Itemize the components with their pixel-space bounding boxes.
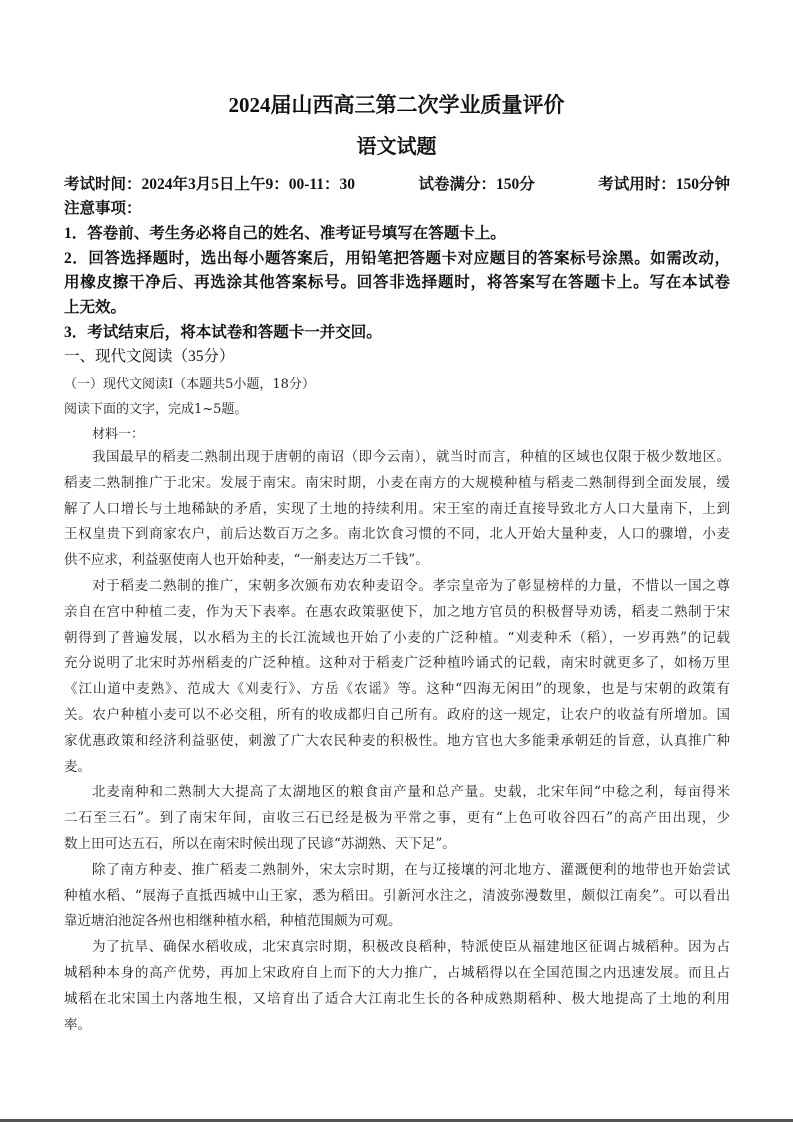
paragraph-line: 除了南方种麦、推广稻麦二熟制外，宋太宗时期，在与辽接壤的河北地方、灌溉便利的地带也开始尝试 bbox=[92, 861, 730, 878]
exam-duration: 考试用时：150分钟 bbox=[598, 176, 730, 193]
subsection-title: （一）现代文阅读Ⅰ（本题共5小题，18分） bbox=[64, 377, 315, 392]
paragraph-line: 麦。 bbox=[64, 758, 91, 775]
paragraph bbox=[64, 445, 730, 574]
note-item bbox=[64, 246, 730, 320]
paragraph-line: 城稻在北宋国土内落地生根，又培育出了适合大江南北生长的各种成熟期稻种、极大地提高了土地的利用 bbox=[64, 990, 730, 1007]
document-title: 2024届山西高三第二次学业质量评价 bbox=[228, 93, 565, 117]
paragraph-line: 二石至三石”。到了南宋年间，亩收三石已经是极为平常之事，更有“上色可收谷四石”的高产田出现，少 bbox=[64, 810, 730, 827]
paragraph bbox=[64, 935, 730, 1038]
note-item-line: 1．答卷前、考生务必将自己的姓名、准考证号填写在答题卡上。 bbox=[64, 225, 506, 242]
paragraph-line: 稻麦二熟制推广于北宋。发展于南宋。南宋时期，小麦在南方的大规模种植与稻麦二熟制得到全面发展，缓 bbox=[64, 474, 730, 491]
passage-body bbox=[64, 445, 730, 1038]
paragraph-line: 城稻种本身的高产优势，再加上宋政府自上而下的大力推广，占城稻得以在全国范围之内迅速发展。而且占 bbox=[64, 964, 730, 981]
paragraph-line: 率。 bbox=[64, 1016, 91, 1033]
exam-time: 考试时间：2024年3月5日上午9：00-11：30 bbox=[64, 176, 356, 193]
document-subtitle: 语文试题 bbox=[356, 136, 437, 158]
paragraph-line: 数上田可达五石，所以在南宋时候出现了民谚“苏湖熟、天下足”。 bbox=[64, 835, 456, 852]
paragraph-line: 解了人口增长与土地稀缺的矛盾，实现了土地的持续利用。宋王室的南迁直接导致北方人口大量南下，上到 bbox=[64, 500, 730, 517]
note-item-line: 3．考试结束后，将本试卷和答题卡一并交回。 bbox=[64, 323, 382, 341]
paragraph-line: 北麦南种和二熟制大大提高了太湖地区的粮食亩产量和总产量。史载，北宋年间“中稔之利，每亩得米 bbox=[92, 784, 730, 801]
paragraph-line: 朝得到了普遍发展，以水稻为主的长江流域也开始了小麦的广泛种植。“刈麦种禾（稻），一岁再熟”的记载 bbox=[64, 629, 730, 646]
note-item-line: 用橡皮擦干净后、再选涂其他答案标号。回答非选择题时，将答案写在答题卡上。写在本试卷 bbox=[64, 274, 730, 292]
notes-list bbox=[64, 221, 730, 344]
section-title: 一、现代文阅读（35分） bbox=[64, 348, 235, 366]
note-item bbox=[64, 320, 730, 345]
paragraph-line: 供不应求，利益驱使南人也开始种麦，“一斛麦达万二千钱”。 bbox=[64, 552, 429, 569]
reading-instruction: 阅读下面的文字，完成1~5题。 bbox=[64, 402, 248, 417]
material-label: 材料一： bbox=[92, 427, 145, 442]
notes-label: 注意事项： bbox=[64, 200, 142, 217]
paragraph-line: 种植水稻、“展海子直抵西城中山王家，悉为稻田。引新河水注之，清波弥漫数里，颇似江南矣”。可以看出 bbox=[64, 887, 730, 904]
paragraph-line: 为了抗旱、确保水稻收成，北宋真宗时期，积极改良稻种，特派使臣从福建地区征调占城稻种。因为占 bbox=[92, 939, 730, 956]
paragraph-line: 靠近塘泊池淀各州也相继种植水稻，种植范围颇为可观。 bbox=[64, 913, 402, 930]
paragraph-line: 我国最早的稻麦二熟制出现于唐朝的南诏（即今云南），就当时而言，种植的区域也仅限于极少数地区。 bbox=[92, 449, 730, 465]
paragraph-line: 家优惠政策和经济利益驱使，刺激了广大农民种麦的积极性。地方官也大多能秉承朝廷的旨意，认真推广种 bbox=[64, 732, 730, 749]
paragraph-line: 充分说明了北宋时苏州稻麦的广泛种植。这种对于稻麦广泛种植吟诵式的记载，南宋时就更多了，如杨万里 bbox=[64, 655, 730, 672]
note-item-line: 上无效。 bbox=[64, 299, 127, 317]
exam-info bbox=[64, 172, 730, 194]
paragraph bbox=[64, 780, 730, 857]
paragraph-line: 亲自在宫中种植二麦，作为天下表率。在惠农政策驱使下，加之地方官员的积极督导劝诱，稻麦二熟制于宋 bbox=[64, 603, 730, 620]
paragraph bbox=[64, 858, 730, 935]
notes-section bbox=[64, 196, 730, 369]
paragraph bbox=[64, 574, 730, 780]
paragraph-line: 关。农户种植小麦可以不必交租，所有的收成都归自己所有。政府的这一规定，让农户的收益有所增加。国 bbox=[64, 706, 730, 723]
paragraph-line: 《江山道中麦熟》、范成大《刈麦行》、方岳《农谣》等。这种“四海无闲田”的现象，也是与宋朝的政策有 bbox=[64, 681, 730, 698]
full-score: 试卷满分：150分 bbox=[418, 176, 535, 193]
paragraph-line: 对于稻麦二熟制的推广，宋朝多次颁布劝农种麦诏令。孝宗皇帝为了彰显榜样的力量，不惜以一国之尊 bbox=[92, 577, 730, 594]
note-item-line: 2．回答选择题时，选出每小题答案后，用铅笔把答题卡对应题目的答案标号涂黑。如需改动， bbox=[64, 249, 730, 267]
note-item bbox=[64, 221, 730, 246]
paragraph-line: 王权皇贵下到商家农户，前后达数百万之多。南北饮食习惯的不同，北人开始大量种麦，人口的骤增，小麦 bbox=[64, 526, 730, 543]
